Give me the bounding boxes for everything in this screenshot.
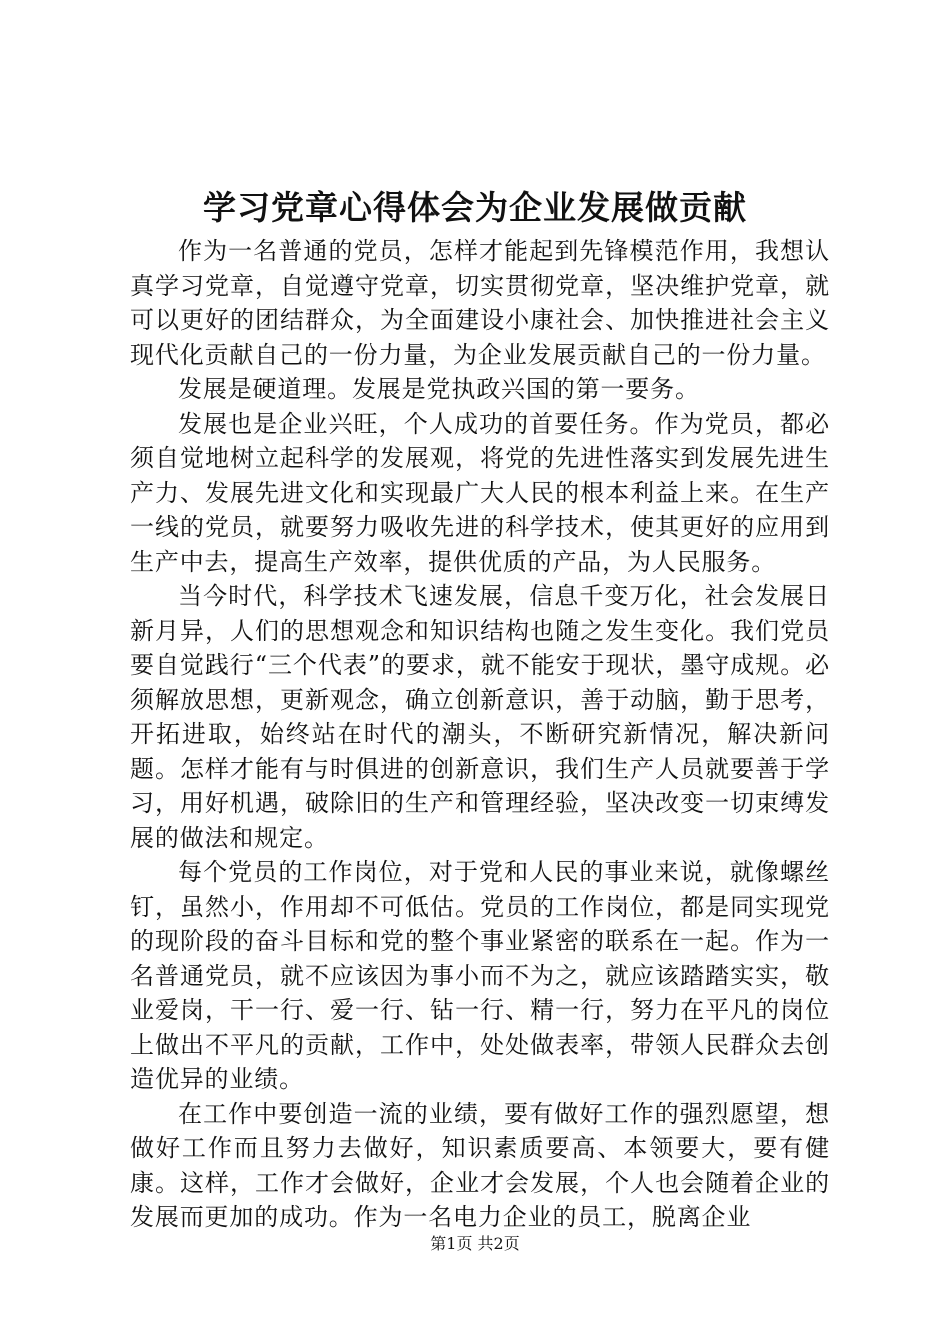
document-title: 学习党章心得体会为企业发展做贡献	[203, 188, 747, 227]
page-footer: 第1页 共2页	[430, 1234, 520, 1253]
paragraph-1: 作为一名普通的党员，怎样才能起到先锋模范作用，我想认真学习党章，自觉遵守党章，切实贯彻党章，坚决维护党章，就可以更好的团结群众，为全面建设小康社会、加快推进社会主义现代化贡献自己的一份力量，为企业发展贡献自己的一份力量。	[130, 237, 830, 369]
paragraph-3: 发展也是企业兴旺，个人成功的首要任务。作为党员，都必须自觉地树立起科学的发展观，将党的先进性落实到发展先进生产力、发展先进文化和实现最广大人民的根本利益上来。在生产一线的党员，就要努力吸收先进的科学技术，使其更好的应用到生产中去，提高生产效率，提供优质的产品，为人民服务。	[130, 409, 830, 576]
paragraph-5: 每个党员的工作岗位，对于党和人民的事业来说，就像螺丝钉，虽然小，作用却不可低估。党员的工作岗位，都是同实现党的现阶段的奋斗目标和党的整个事业紧密的联系在一起。作为一名普通党员，就不应该因为事小而不为之，就应该踏踏实实，敬业爱岗，干一行、爱一行、钻一行、精一行，努力在平凡的岗位上做出不平凡的贡献，工作中，处处做表率，带领人民群众去创造优异的业绩。	[130, 858, 830, 1093]
document-body	[130, 234, 830, 1235]
paragraph-2: 发展是硬道理。发展是党执政兴国的第一要务。	[178, 375, 700, 403]
paragraph-4: 当今时代，科学技术飞速发展，信息千变万化，社会发展日新月异，人们的思想观念和知识结构也随之发生变化。我们党员要自觉践行“三个代表”的要求，就不能安于现状，墨守成规。必须解放思想，更新观念，确立创新意识，善于动脑，勤于思考，开拓进取，始终站在时代的潮头，不断研究新情况，解决新问题。怎样才能有与时俱进的创新意识，我们生产人员就要善于学习，用好机遇，破除旧的生产和管理经验，坚决改变一切束缚发展的做法和规定。	[130, 582, 830, 852]
paragraph-6: 在工作中要创造一流的业绩，要有做好工作的强烈愿望，想做好工作而且努力去做好，知识素质要高、本领要大，要有健康。这样，工作才会做好，企业才会发展，个人也会随着企业的发展而更加的成功。作为一名电力企业的员工，脱离企业	[130, 1099, 830, 1231]
